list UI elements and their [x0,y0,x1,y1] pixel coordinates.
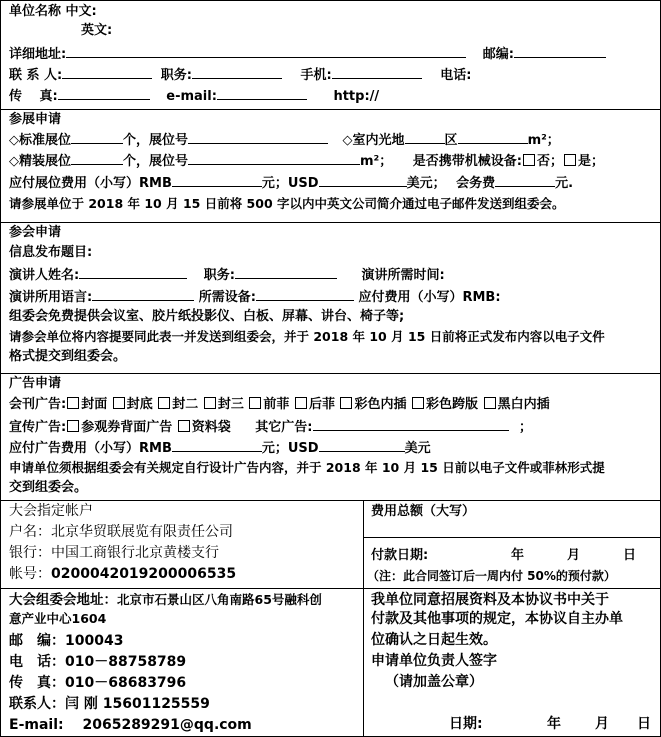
equipment-label: 所需设备: [198,290,256,305]
position-label: 职务: [160,68,192,83]
other-ads-field[interactable] [313,417,509,431]
postcode-label: 邮编: [482,47,514,62]
organizer-email-label: E-mail: [9,717,64,733]
ads-fee-label: 应付广告费用（小写）RMB [9,441,172,456]
seal-label: （请加盖公章） [385,674,483,690]
topic-label: 信息发布题目: [9,245,93,260]
address-row [9,44,606,64]
organizer-email: 2065289291@qq.com [82,717,252,733]
chinese-name-label: 中文: [65,4,97,19]
journal-ads-row [9,396,550,414]
standard-booth-count[interactable] [71,130,123,144]
agreement-day-label: 日 [637,716,651,732]
http-label: http:// [333,89,380,104]
company-name-label: 单位名称 [9,4,62,19]
fax-label: 传 真: [9,89,58,104]
indoor-space-zone[interactable] [405,130,445,144]
contact-row [9,65,471,85]
pay-date-label: 付款日期: [371,548,429,563]
journal-option-label: 封二 [172,397,199,412]
promo-option-checkbox[interactable] [67,420,79,432]
meeting-note-1: 请参会单位将内容提要同此表一并发送到组委会，并于 2018 年 10 月 15 日前将正式发布内容以电子文件 [9,329,605,344]
journal-option-label: 彩色内插 [354,397,407,412]
exhibit-note: 请参展单位于 2018 年 10 月 15 日前将 500 字以内中英文公司简介通过电子邮件发送到组委会。 [9,196,565,211]
machine-no-checkbox[interactable] [523,154,535,166]
organizer-address: 北京市石景山区八角南路65号融科创 [117,592,322,607]
fine-booth-row [9,151,604,171]
signature-label: 申请单位负责人签字 [371,653,497,669]
meeting-section [1,222,660,373]
journal-option-checkbox[interactable] [412,397,424,409]
language-row [9,287,501,307]
ads-title: 广告申请 [9,376,62,391]
journal-option-label: 封面 [81,397,108,412]
account-holder: 户名：北京华贸联展览有限责任公司 [9,524,233,540]
company-name-row [9,3,97,21]
exhibit-title: 参展申请 [9,112,62,127]
standard-booth-number[interactable] [188,130,328,144]
organizer-email-row [9,716,252,734]
column-divider [363,589,364,736]
conference-fee-unit: 元. [555,176,574,191]
indoor-space-label: ◇室内光地 [342,133,405,148]
journal-option-checkbox[interactable] [295,397,307,409]
machine-question: 是否携带机械设备: [412,154,522,169]
booth-fee-row [9,173,573,193]
speaker-field[interactable] [79,265,187,279]
address-label: 详细地址: [9,47,67,62]
account-number: 0200042019200006535 [51,566,237,582]
other-ads-label: 其它广告: [255,420,313,435]
booth-fee-rmb-field[interactable] [172,173,262,187]
fee-total-note: （注：此合同签订后一周内付 50%的预付款） [367,569,616,583]
fine-booth-count[interactable] [71,151,123,165]
ads-section [1,373,660,500]
other-ads-sep: ； [519,420,533,435]
journal-option-label: 后菲 [308,397,335,412]
agreement-date-label: 日期: [449,716,483,732]
journal-option-checkbox[interactable] [249,397,261,409]
english-name-row [81,22,112,40]
mobile-field[interactable] [332,65,422,79]
account-section [1,500,660,588]
account-title: 大会指定帐户 [9,503,93,519]
organizer-address-row [9,591,322,609]
booth-fee-usd-unit: 美元； [406,176,446,191]
postcode-field[interactable] [514,44,606,58]
journal-option-label: 封底 [126,397,153,412]
pay-month-label: 月 [567,548,581,563]
journal-option-label: 黑白内插 [497,397,550,412]
machine-yes-checkbox[interactable] [564,154,576,166]
journal-option-label: 封三 [217,397,244,412]
address-field[interactable] [66,44,466,58]
booth-fee-usd-field[interactable] [319,173,407,187]
booth-fee-usd-label: 元；USD [261,176,319,191]
column-divider [363,501,364,588]
meeting-note-2: 格式提交到组委会。 [9,349,127,364]
standard-booth-label: ◇标准展位 [9,133,71,148]
ads-fee-usd-field[interactable] [319,438,405,452]
fine-booth-no-label: 个，展位号 [123,154,189,169]
journal-option-checkbox[interactable] [204,397,216,409]
promo-ads-label: 宣传广告: [9,420,67,435]
account-number-label: 帐号： [9,566,51,582]
email-label: e-mail: [166,89,217,104]
indoor-zone-label: 区 [444,133,458,148]
speaker-position-field[interactable] [235,265,337,279]
contact-field[interactable] [62,65,152,79]
exhibit-section [1,109,660,222]
agreement-text-3: 位确认之日起生效。 [371,632,497,648]
booth-fee-label: 应付展位费用（小写）RMB [9,176,172,191]
pay-date-row [371,547,651,565]
fee-total-label: 费用总额（大写） [371,504,476,519]
indoor-space-area[interactable] [458,130,528,144]
journal-option-label: 前菲 [263,397,290,412]
pay-day-label: 日 [623,548,637,563]
agreement-text-1: 我单位同意招展资料及本协议书中关于 [371,592,609,608]
pay-year-label: 年 [511,548,525,563]
organizer-section [1,588,660,736]
meeting-fee-label: 应付费用（小写）RMB: [358,290,501,305]
meeting-title: 参会申请 [9,225,62,240]
ads-fee-rmb-field[interactable] [172,438,262,452]
journal-option-checkbox[interactable] [340,397,352,409]
email-field[interactable] [217,86,307,100]
promo-ads-row [9,417,532,437]
journal-option-checkbox[interactable] [158,397,170,409]
ads-fee-usd-label: 元；USD [261,441,319,456]
speaker-label: 演讲人姓名: [9,268,80,283]
ads-fee-usd-unit: 美元 [404,441,431,456]
speech-time-label: 演讲所需时间: [361,268,445,283]
journal-option-label: 彩色跨版 [426,397,479,412]
phone-label: 电话: [440,68,472,83]
promo-option-checkbox[interactable] [178,420,190,432]
organizer-address-cont: 意产业中心1604 [9,611,107,626]
conference-fee-label: 会务费 [456,176,496,191]
promo-option-label: 参观券背面广告 [81,420,173,435]
journal-option-checkbox[interactable] [484,397,496,409]
sqm-label: m²； [527,133,560,148]
ads-note-1: 申请单位须根据组委会有关规定自行设计广告内容，并于 2018 年 10 月 15 日前以电子文件或菲林形式提 [9,460,605,475]
account-number-row [9,565,236,583]
free-items: 组委会免费提供会议室、胶片纸投影仪、白板、屏幕、讲台、椅子等; [9,309,405,324]
agreement-text-2: 付款及其他事项的规定，本协议自主办单 [371,611,623,627]
conference-fee-field[interactable] [495,173,555,187]
position-field[interactable] [192,65,282,79]
ads-fee-row [9,438,431,458]
machine-yes-label: 是； [578,154,605,169]
standard-booth-no-label: 个，展位号 [123,133,189,148]
speaker-row [9,265,445,285]
promo-option-label: 资料袋 [191,420,231,435]
standard-booth-row [9,130,560,150]
fax-field[interactable] [58,86,150,100]
agreement-year-label: 年 [547,716,561,732]
fine-booth-number[interactable] [188,151,360,165]
topic-row [9,244,92,262]
organizer-address-label: 大会组委会地址： [9,592,117,608]
fee-total-divider [364,537,660,538]
journal-option-checkbox[interactable] [113,397,125,409]
mobile-label: 手机: [300,68,332,83]
organizer-postcode: 邮 编：100043 [9,633,124,649]
agreement-date-row [449,715,654,733]
contact-label: 联 系 人: [9,68,63,83]
machine-no-label: 否； [537,154,564,169]
equipment-field[interactable] [256,287,354,301]
fax-row [9,86,379,106]
journal-option-checkbox[interactable] [67,397,79,409]
company-section [1,1,660,109]
speaker-position-label: 职务: [203,268,235,283]
sqm-label-2: m²； [360,154,393,169]
language-field[interactable] [92,287,194,301]
account-bank: 银行：中国工商银行北京黄楼支行 [9,545,219,561]
journal-ads-label: 会刊广告: [9,397,67,412]
agreement-month-label: 月 [595,716,609,732]
language-label: 演讲所用语言: [9,290,93,305]
organizer-contact: 联系人：闫 刚 15601125559 [9,696,210,712]
english-name-label: 英文: [81,23,113,38]
ads-note-2: 交到组委会。 [9,480,88,495]
organizer-fax: 传 真：010－68683796 [9,675,187,691]
fine-booth-label: ◇精装展位 [9,154,71,169]
organizer-phone: 电 话：010－88758789 [9,654,187,670]
